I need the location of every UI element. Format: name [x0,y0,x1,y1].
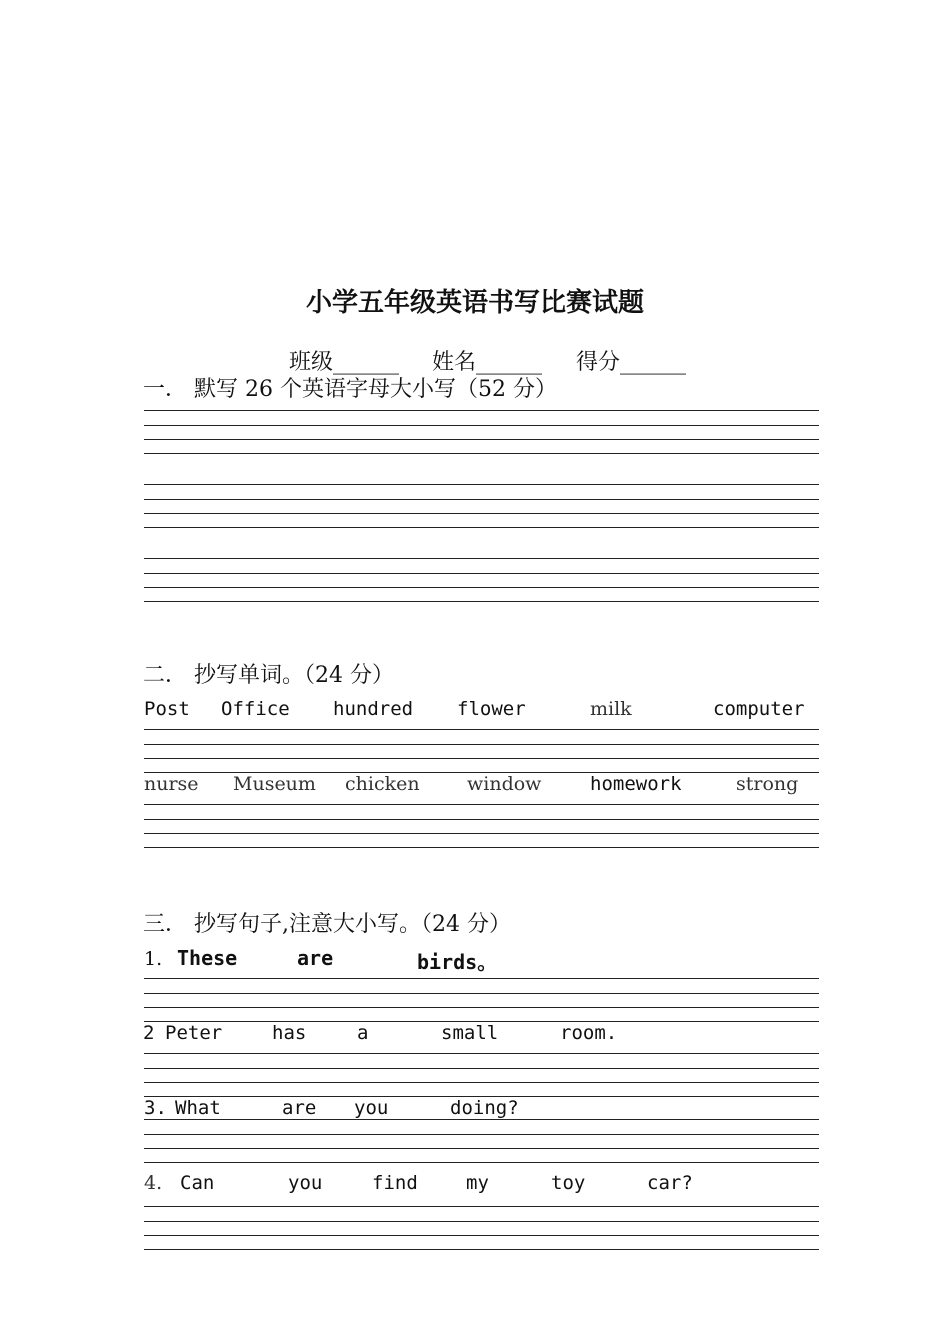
writing-lines[interactable] [144,558,819,602]
section-3-heading: 三． 抄写句子,注意大小写。（24 分） [143,912,511,937]
sentence-3-word: What [175,1097,221,1119]
name-field[interactable]: 姓名______ [432,350,543,375]
sentence-2-word: has [272,1022,307,1044]
writing-lines[interactable] [144,1119,819,1163]
word-nurse: nurse [144,773,199,795]
sentence-2-word: room. [560,1022,618,1044]
sentence-4-word: you [288,1172,323,1194]
sentence-1-word: birds。 [417,950,498,974]
sentence-3-word: doing? [450,1097,519,1119]
class-field[interactable]: 班级______ [289,350,400,375]
word-chicken: chicken [345,773,420,795]
sentence-4-number: 4. [144,1172,163,1194]
sentence-4-word: car? [647,1172,693,1194]
word-flower: flower [457,698,526,720]
sentence-2-number: 2 [143,1022,155,1044]
writing-lines[interactable] [144,978,819,1022]
section-2-heading: 二． 抄写单词。（24 分） [143,663,394,688]
word-strong: strong [736,773,799,795]
writing-lines[interactable] [144,1053,819,1097]
sentence-4-word: find [372,1172,418,1194]
sentence-4-word: Can [180,1172,215,1194]
writing-lines[interactable] [144,729,819,773]
sentence-1-number: 1. [144,948,163,970]
word-milk: milk [590,698,632,720]
sentence-1-word: These [177,946,238,970]
sentence-3-word: you [354,1097,389,1119]
sentence-3-number: 3. [144,1097,167,1119]
word-office: Office [221,698,290,720]
word-computer: computer [713,698,805,720]
score-field[interactable]: 得分______ [576,350,687,375]
page-title: 小学五年级英语书写比赛试题 [305,288,644,318]
sentence-2-word: small [441,1022,499,1044]
sentence-4-word: my [466,1172,489,1194]
writing-lines[interactable] [144,804,819,848]
word-museum: Museum [233,773,316,795]
writing-lines[interactable] [144,410,819,454]
word-hundred: hundred [333,698,414,720]
sentence-2-word: Peter [165,1022,223,1044]
writing-lines[interactable] [144,1206,819,1250]
sentence-2-word: a [357,1022,369,1044]
word-homework: homework [590,773,682,795]
sentence-1-word: are [297,946,334,970]
word-post: Post [144,698,190,720]
section-1-heading: 一． 默写 26 个英语字母大小写（52 分） [143,377,557,402]
sentence-4-word: toy [551,1172,586,1194]
writing-lines[interactable] [144,484,819,528]
sentence-3-word: are [282,1097,317,1119]
word-window: window [467,773,542,795]
